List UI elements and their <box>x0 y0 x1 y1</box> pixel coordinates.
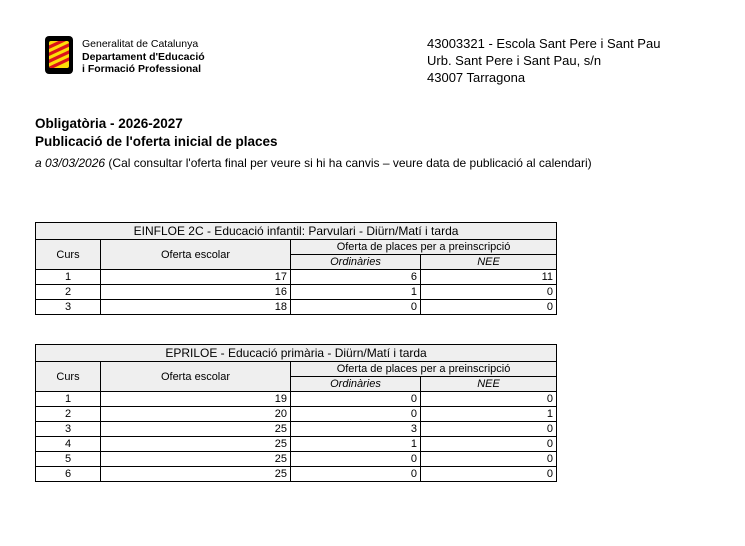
cell-nee: 11 <box>421 270 557 285</box>
school-address: Urb. Sant Pere i Sant Pau, s/n <box>427 53 602 68</box>
cell-nee: 0 <box>421 452 557 467</box>
org-name-line3: i Formació Professional <box>82 63 202 75</box>
cell-oferta: 17 <box>101 270 291 285</box>
cell-oferta: 18 <box>101 300 291 315</box>
cell-nee: 0 <box>421 285 557 300</box>
school-code-name: 43003321 - Escola Sant Pere i Sant Pau <box>427 36 661 51</box>
cell-nee: 0 <box>421 392 557 407</box>
cell-oferta: 25 <box>101 422 291 437</box>
generalitat-logo-icon <box>45 36 73 74</box>
table-row <box>36 285 557 300</box>
table-row <box>36 437 557 452</box>
col-header-oferta-escolar: Oferta escolar <box>101 362 291 392</box>
col-header-oferta-escolar: Oferta escolar <box>101 240 291 270</box>
cell-curs: 1 <box>36 270 101 285</box>
cell-nee: 0 <box>421 437 557 452</box>
cell-nee: 0 <box>421 422 557 437</box>
org-header <box>45 36 205 76</box>
school-info <box>427 35 660 86</box>
cell-curs: 1 <box>36 392 101 407</box>
cell-nee: 0 <box>421 467 557 482</box>
publication-title: Publicació de l'oferta inicial de places <box>35 134 278 149</box>
cell-ordinaries: 0 <box>291 300 421 315</box>
org-name-line2: Departament d'Educació <box>82 50 205 63</box>
cell-ordinaries: 0 <box>291 392 421 407</box>
table-row <box>36 407 557 422</box>
table-row <box>36 270 557 285</box>
cell-oferta: 20 <box>101 407 291 422</box>
org-name <box>82 36 205 76</box>
cell-ordinaries: 1 <box>291 437 421 452</box>
cell-curs: 2 <box>36 407 101 422</box>
publication-date: a 03/03/2026 <box>35 156 109 170</box>
cell-ordinaries: 3 <box>291 422 421 437</box>
table-row <box>36 422 557 437</box>
cell-curs: 6 <box>36 467 101 482</box>
publication-note-text: (Cal consultar l'oferta final per veure si hi ha canvis – veure data de publicació al calendari) <box>108 156 592 170</box>
org-name-line1: Generalitat de Catalunya <box>82 38 199 50</box>
cell-curs: 3 <box>36 422 101 437</box>
cell-oferta: 25 <box>101 467 291 482</box>
publication-note <box>35 156 592 171</box>
cell-curs: 3 <box>36 300 101 315</box>
cell-curs: 4 <box>36 437 101 452</box>
cell-ordinaries: 0 <box>291 452 421 467</box>
table-row <box>36 467 557 482</box>
offer-table-primaria <box>35 344 557 482</box>
table-row <box>36 452 557 467</box>
table-title: EPRILOE - Educació primària - Diürn/Matí i tarda <box>36 345 557 362</box>
table-row <box>36 300 557 315</box>
col-header-ordinaries: Ordinàries <box>291 377 421 392</box>
cell-oferta: 25 <box>101 452 291 467</box>
table-row <box>36 392 557 407</box>
col-header-curs: Curs <box>36 240 101 270</box>
col-header-nee: NEE <box>421 255 557 270</box>
col-header-preinscripcio: Oferta de places per a preinscripció <box>291 362 557 377</box>
cell-nee: 1 <box>421 407 557 422</box>
col-header-curs: Curs <box>36 362 101 392</box>
cell-ordinaries: 0 <box>291 407 421 422</box>
col-header-nee: NEE <box>421 377 557 392</box>
cell-ordinaries: 6 <box>291 270 421 285</box>
col-header-ordinaries: Ordinàries <box>291 255 421 270</box>
table-title: EINFLOE 2C - Educació infantil: Parvulari - Diürn/Matí i tarda <box>36 223 557 240</box>
stage-title: Obligatòria - 2026-2027 <box>35 116 183 131</box>
cell-ordinaries: 0 <box>291 467 421 482</box>
cell-oferta: 16 <box>101 285 291 300</box>
cell-oferta: 19 <box>101 392 291 407</box>
cell-ordinaries: 1 <box>291 285 421 300</box>
document-titles <box>35 115 592 171</box>
cell-oferta: 25 <box>101 437 291 452</box>
offer-table-infantil <box>35 222 557 315</box>
cell-nee: 0 <box>421 300 557 315</box>
cell-curs: 2 <box>36 285 101 300</box>
school-city: 43007 Tarragona <box>427 70 526 85</box>
cell-curs: 5 <box>36 452 101 467</box>
col-header-preinscripcio: Oferta de places per a preinscripció <box>291 240 557 255</box>
